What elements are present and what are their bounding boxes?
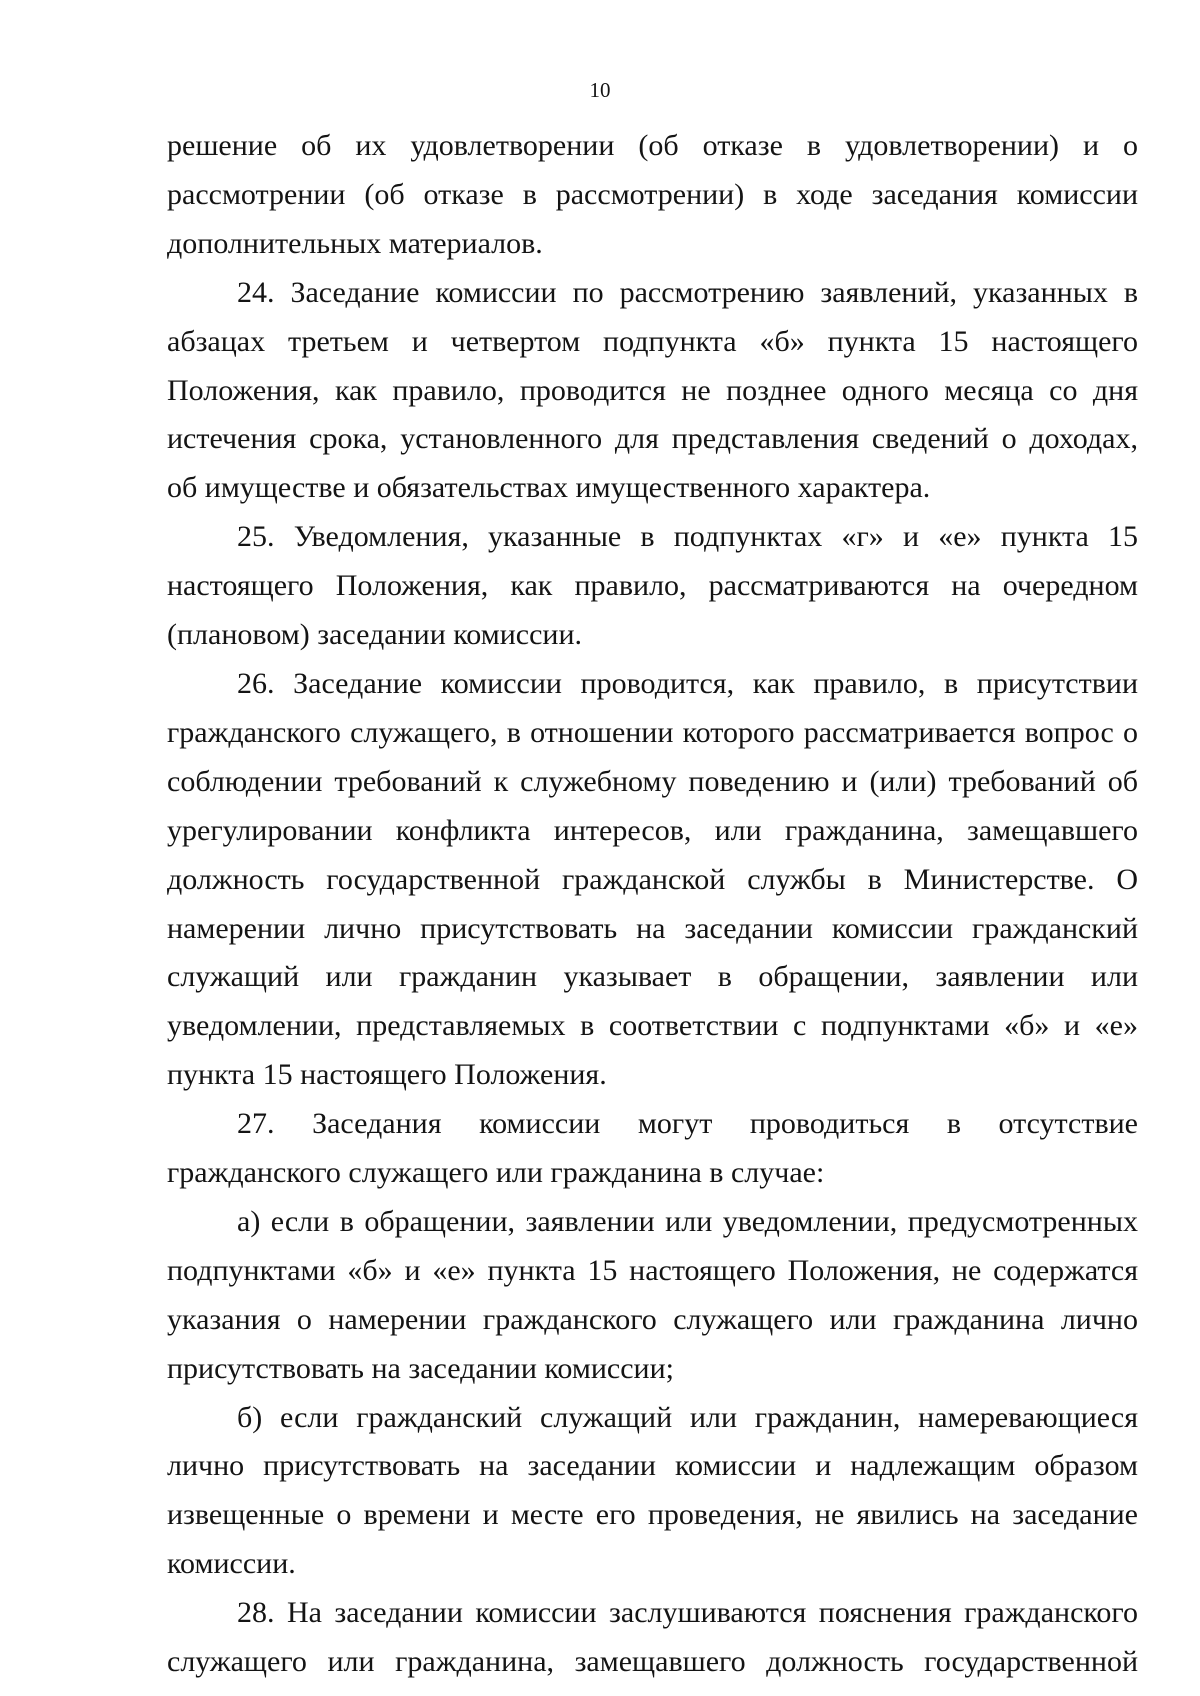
paragraph-27-b: б) если гражданский служащий или гражданин, намеревающиеся лично присутствовать на заседании комиссии и надлежащим образом извещенные о времени и месте его проведения, не явились на заседание комиссии. <box>167 1400 1138 1581</box>
paragraph-24: 24. Заседание комиссии по рассмотрению заявлений, указанных в абзацах третьем и четвертом подпункта «б» пункта 15 настоящего Положения, как правило, проводится не позднее одного месяца со дня истечения срока, установленного для представления сведений о доходах, об имуществе и обязательствах имущественного характера. <box>167 275 1138 505</box>
document-body <box>167 122 1138 1687</box>
page-number: 10 <box>589 78 611 102</box>
paragraph-26: 26. Заседание комиссии проводится, как правило, в присутствии гражданского служащего, в отношении которого рассматривается вопрос о соблюдении требований к служебному поведению и (или) требований об урегулировании конфликта интересов, или гражданина, замещавшего должность государственной гражданской службы в Министерстве. О намерении лично присутствовать на заседании комиссии гражданский служащий или гражданин указывает в обращении, заявлении или уведомлении, представляемых в соответствии с подпунктами «б» и «е» пункта 15 настоящего Положения. <box>167 666 1138 1092</box>
paragraph-27: 27. Заседания комиссии могут проводиться в отсутствие гражданского служащего или гражданина в случае: <box>167 1107 1138 1190</box>
paragraph-28: 28. На заседании комиссии заслушиваются пояснения гражданского служащего или гражданина, замещавшего должность государственной <box>167 1596 1138 1679</box>
paragraph-continuation: решение об их удовлетворении (об отказе в удовлетворении) и о рассмотрении (об отказе в рассмотрении) в ходе заседания комиссии дополнительных материалов. <box>167 129 1138 260</box>
paragraph-25: 25. Уведомления, указанные в подпунктах «г» и «е» пункта 15 настоящего Положения, как правило, рассматриваются на очередном (плановом) заседании комиссии. <box>167 520 1138 652</box>
paragraph-27-a: а) если в обращении, заявлении или уведомлении, предусмотренных подпунктами «б» и «е» пункта 15 настоящего Положения, не содержатся указания о намерении гражданского служащего или гражданина лично присутствовать на заседании комиссии; <box>167 1204 1138 1385</box>
